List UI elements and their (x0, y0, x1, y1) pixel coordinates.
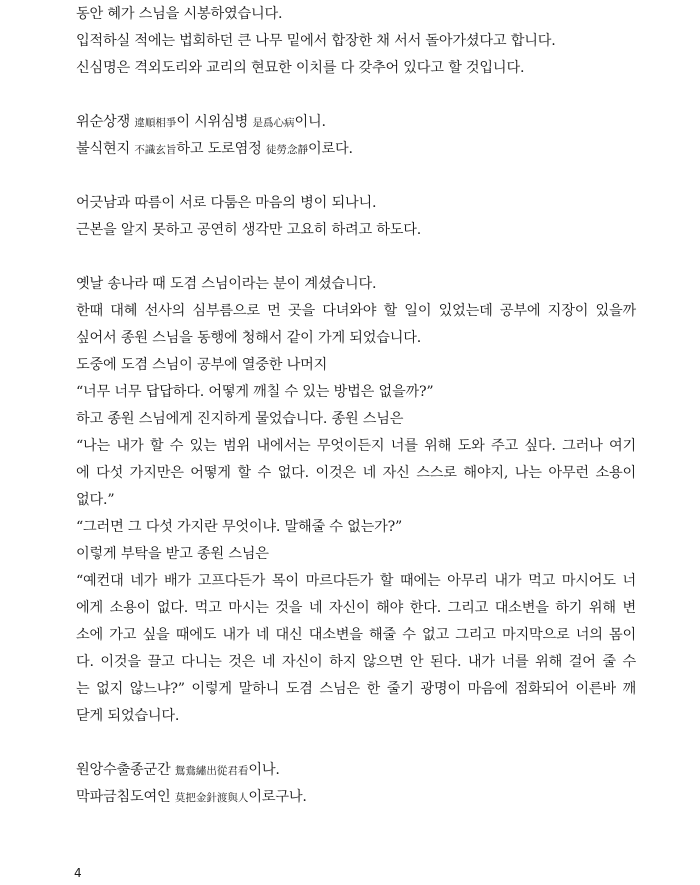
text-line: 도중에 도겸 스님이 공부에 열중한 나머지 (76, 357, 328, 373)
paragraph-gap (76, 730, 636, 757)
verse-1 (76, 109, 636, 163)
verse-hanja: 違順相爭 (134, 117, 177, 129)
page-body (76, 0, 636, 811)
verse-korean: 이니. (294, 114, 326, 130)
verse-korean: 위순상쟁 (76, 114, 135, 130)
text-line: 소에 가고 싶을 때에도 내가 네 대신 대소변을 해줄 수 없고 그리고 마지막으로 너의 몸이 (76, 627, 636, 643)
text-line: 다. 이것을 끌고 다니는 것은 네 자신이 하지 않으면 안 된다. 내가 너를 위해 걸어 줄 수 (76, 654, 636, 670)
text-line: “나는 내가 할 수 있는 범위 내에서는 무엇이든지 너를 위해 도와 주고 싶다. 그러나 여기 (76, 438, 636, 454)
verse-hanja: 是爲心病 (252, 117, 295, 129)
verse-hanja: 不識玄旨 (134, 144, 177, 156)
verse-korean: 불식현지 (76, 141, 135, 157)
text-line: 어긋남과 따름이 서로 다툼은 마음의 병이 되나니. (76, 195, 377, 211)
verse-line (76, 109, 636, 136)
verse-korean: 이 시위심병 (176, 114, 253, 130)
text-line: 싶어서 종원 스님을 동행에 청해서 같이 가게 되었습니다. (76, 330, 422, 346)
verse-korean: 막파금침도여인 (76, 789, 175, 805)
verse-korean: 하고 도로염정 (176, 141, 266, 157)
verse-line (76, 757, 636, 784)
text-line: 없다.” (76, 492, 115, 508)
verse-korean: 이로구나. (248, 789, 307, 805)
text-line: 하고 종원 스님에게 진지하게 물었습니다. 종원 스님은 (76, 411, 404, 427)
verse-2 (76, 757, 636, 811)
page-number: 4 (74, 866, 82, 880)
paragraph-gap (76, 163, 636, 190)
text-line: 에 다섯 가지만은 어떻게 할 수 없다. 이것은 네 자신 스스로 해야지, 나는 아무런 소용이 (76, 465, 636, 481)
verse-line (76, 136, 636, 163)
text-line: 입적하실 적에는 법회하던 큰 나무 밑에서 합장한 채 서서 돌아가셨다고 합니다. (76, 33, 556, 49)
paragraph-intro (76, 0, 636, 82)
paragraph-story (76, 271, 636, 730)
verse-korean: 이로다. (308, 141, 353, 157)
text-line: 옛날 송나라 때 도겸 스님이라는 분이 계셨습니다. (76, 276, 377, 292)
text-line: “예컨대 네가 배가 고프다든가 목이 마르다든가 할 때에는 아무리 내가 먹고 마시어도 너 (76, 573, 636, 589)
text-line: “너무 너무 답답하다. 어떻게 깨칠 수 있는 방법은 없을까?” (76, 384, 434, 400)
text-line: 한때 대혜 선사의 심부름으로 먼 곳을 다녀와야 할 일이 있었는데 공부에 지장이 있을까 (76, 303, 636, 319)
verse-korean: 이나. (248, 762, 280, 778)
text-line: 동안 혜가 스님을 시봉하였습니다. (76, 6, 283, 22)
verse-hanja: 鴛鴦繡出從君看 (174, 765, 249, 777)
paragraph-gap (76, 244, 636, 271)
verse-korean: 원앙수출종군간 (76, 762, 175, 778)
text-line: 이렇게 부탁을 받고 종원 스님은 (76, 546, 269, 562)
text-line: 에게 소용이 없다. 먹고 마시는 것을 네 자신이 해야 한다. 그리고 대소변을 하기 위해 변 (76, 600, 636, 616)
paragraph-gap (76, 82, 636, 109)
text-line: “그러면 그 다섯 가지란 무엇이냐. 말해줄 수 없는가?” (76, 519, 403, 535)
verse-line (76, 784, 636, 811)
paragraph-translation (76, 190, 636, 244)
verse-hanja: 莫把金針渡與人 (174, 792, 249, 804)
text-line: 닫게 되었습니다. (76, 708, 180, 724)
text-line: 신심명은 격외도리와 교리의 현묘한 이치를 다 갖추어 있다고 할 것입니다. (76, 60, 525, 76)
text-line: 근본을 알지 못하고 공연히 생각만 고요히 하려고 하도다. (76, 222, 422, 238)
verse-hanja: 徒勞念靜 (266, 144, 308, 156)
text-line: 는 없지 않느냐?” 이렇게 말하니 도겸 스님은 한 줄기 광명이 마음에 점화되어 이른바 깨 (76, 681, 636, 697)
